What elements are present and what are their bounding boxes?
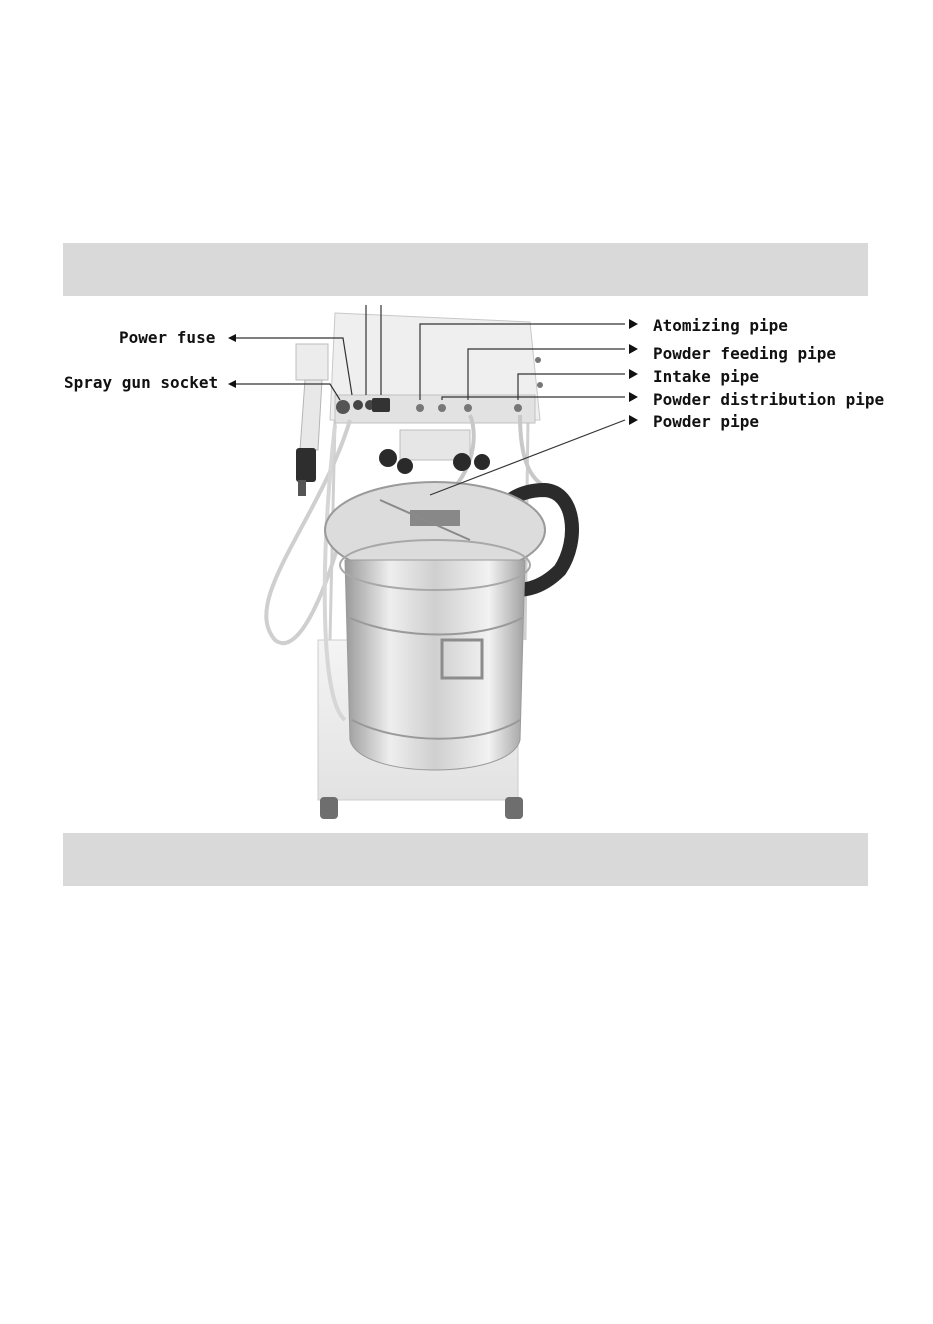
label-powder-feeding-pipe: Powder feeding pipe: [653, 344, 837, 363]
power-fuse-holder: [353, 400, 363, 410]
control-box: [330, 313, 543, 423]
spray-gun: [296, 344, 328, 496]
arrow-atomizing-pipe: [629, 319, 638, 329]
label-atomizing-pipe: Atomizing pipe: [653, 316, 788, 335]
arrow-intake-pipe: [629, 369, 638, 379]
arrow-power-fuse: [228, 334, 236, 342]
powder-hopper: [325, 482, 545, 770]
arrow-spray-gun-socket: [228, 380, 236, 388]
label-power-fuse: Power fuse: [119, 328, 216, 347]
label-spray-gun-socket: Spray gun socket: [64, 373, 219, 392]
spray-gun-socket-port: [336, 400, 350, 414]
arrow-powder-pipe: [629, 415, 638, 425]
arrow-powder-distribution-pipe: [629, 392, 638, 402]
arrow-powder-feeding-pipe: [629, 344, 638, 354]
power-socket: [372, 398, 390, 412]
label-powder-pipe: Powder pipe: [653, 412, 759, 431]
label-intake-pipe: Intake pipe: [653, 367, 759, 386]
label-powder-distribution-pipe: Powder distribution pipe: [653, 390, 885, 409]
